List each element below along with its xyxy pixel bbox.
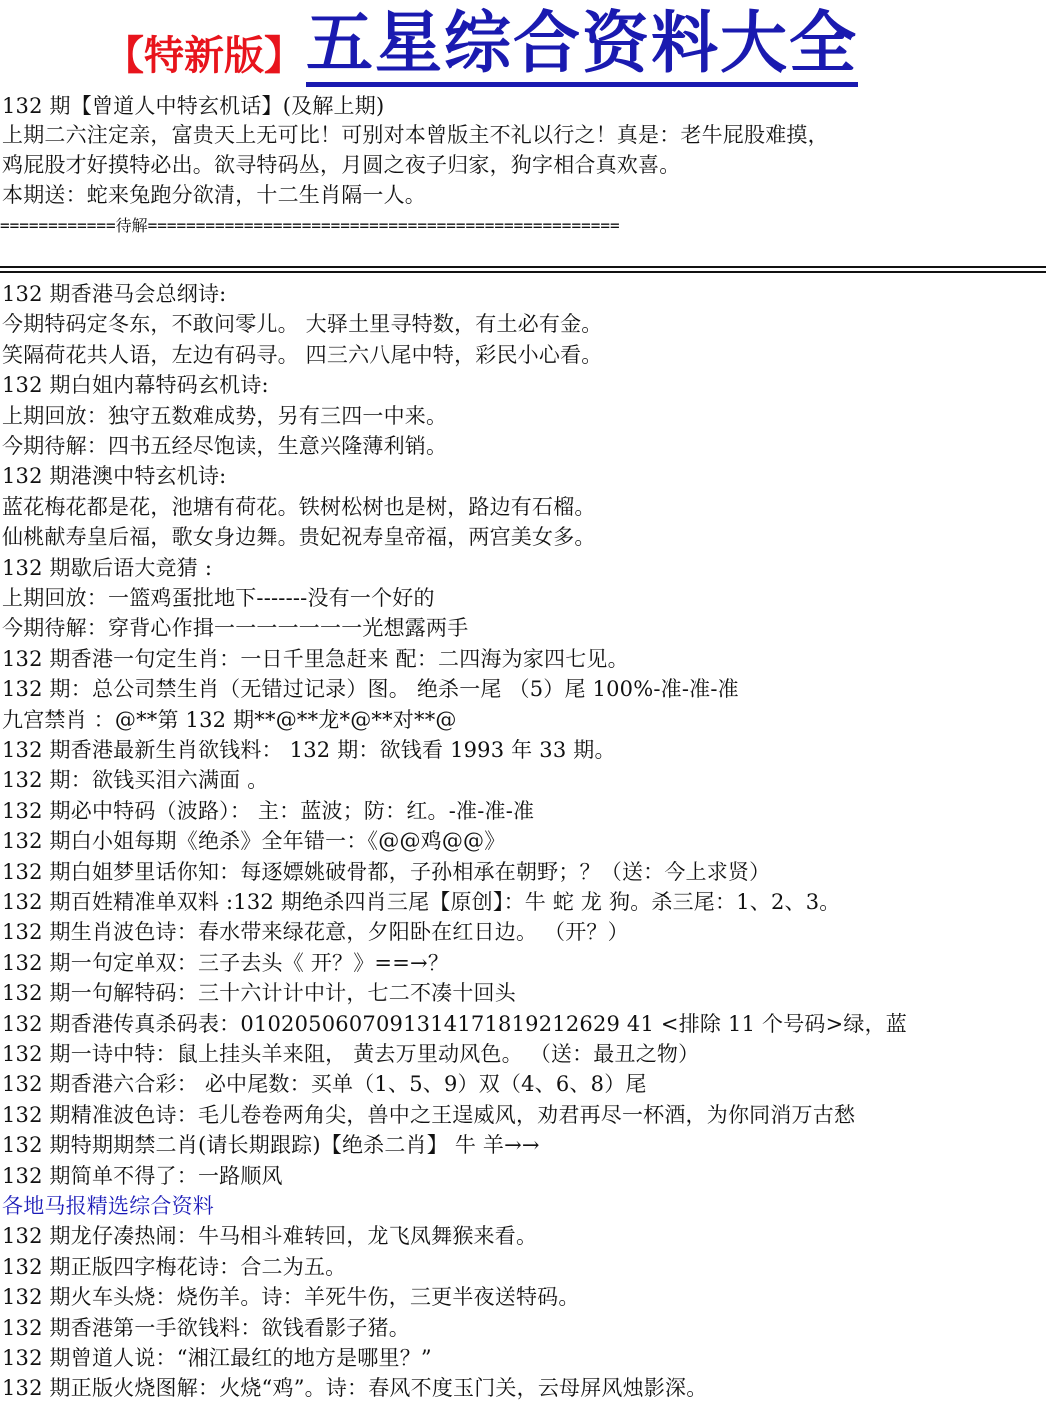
- text-line: 132 期精准波色诗：毛儿卷卷两角尖，兽中之王逞威风，劝君再尽一杯酒，为你同消万古愁: [2, 1102, 856, 1127]
- text-line: 132 期香港马会总纲诗:: [2, 282, 227, 306]
- text-line: 132 期香港第一手欲钱料：欲钱看影子猪。: [2, 1315, 410, 1340]
- text-line: 132 期龙仔凑热闹：牛马相斗难转回，龙飞凤舞猴来看。: [2, 1224, 538, 1249]
- intro-line-2: 鸡屁股才好摸特必出。欲寻特码丛，月圆之夜子归家，狗字相合真欢喜。: [2, 153, 681, 177]
- pending-separator: ============待解=================================================: [0, 216, 620, 235]
- text-line: 九宫禁肖 ：@**第 132 期**@**龙*@**对**@: [2, 707, 457, 732]
- text-line: 132 期：欲钱买泪六满面 。: [2, 768, 269, 793]
- text-line: 132 期一句解特码：三十六计计中计，七二不凑十回头: [2, 981, 516, 1006]
- text-line: 132 期必中特码（波路）： 主：蓝波；防：红。-准-准-准: [2, 798, 535, 823]
- text-line: 132 期白姐梦里话你知：每逐嫖姚破骨都，子孙相承在朝野；？（送：今上求贤）: [2, 859, 771, 884]
- text-line: 132 期港澳中特玄机诗:: [2, 464, 227, 489]
- text-line: 笑隔荷花共人语，左边有码寻。 四三六八尾中特，彩民小心看。: [2, 342, 603, 367]
- text-line: 132 期正版火烧图解：火烧“鸡”。诗：春风不度玉门关，云母屏风烛影深。: [2, 1376, 708, 1401]
- text-line: 蓝花梅花都是花，池塘有荷花。铁树松树也是树，路边有石榴。: [2, 494, 596, 519]
- text-line: 132 期白姐内幕特码玄机诗:: [2, 373, 269, 398]
- text-line: 今期待解：四书五经尽饱读，生意兴隆薄利销。: [2, 434, 448, 458]
- text-line: 132 期一诗中特：鼠上挂头羊来阻， 黄去万里动风色。 （送：最丑之物）: [2, 1042, 700, 1066]
- text-line: 132 期香港六合彩： 必中尾数：买单（1、5、9）双（4、6、8）尾: [2, 1072, 647, 1097]
- text-line: 132 期香港一句定生肖：一日千里急赶来 配：二四海为家四七见。: [2, 646, 629, 671]
- divider-bottom: [0, 271, 1046, 273]
- text-line: 仙桃献寿皇后福，歌女身边舞。贵妃祝寿皇帝福，两宫美女多。: [2, 525, 596, 550]
- text-line: 132 期火车头烧：烧伤羊。诗：羊死牛伤，三更半夜送特码。: [2, 1285, 580, 1310]
- page-title: 五星综合资料大全: [306, 4, 858, 87]
- text-line: 132 期香港传真杀码表：0102050607091314171819212629 41 <排除 11 个号码>绿，蓝: [2, 1011, 907, 1036]
- text-line: 上期回放：一篮鸡蛋批地下-------没有一个好的: [2, 586, 435, 610]
- text-line: 132 期百姓精准单双料 :132 期绝杀四肖三尾【原创】：牛 蛇 龙 狗。杀三尾：1、2、3。: [2, 890, 841, 914]
- text-line: 132 期简单不得了：一路顺风: [2, 1163, 283, 1188]
- header: [0, 0, 1046, 92]
- text-line: 上期回放：独守五数难成势，另有三四一中来。: [2, 403, 448, 428]
- intro-line-1: 上期二六注定亲，富贵天上无可比！可别对本曾版主不礼以行之！真是：老牛屁股难摸，: [2, 123, 829, 147]
- text-line: 今期特码定冬东，不敢问零儿。 大驿土里寻特数，有土必有金。: [2, 312, 603, 337]
- text-line: 132 期香港最新生肖欲钱料： 132 期：欲钱看 1993 年 33 期。: [2, 738, 616, 762]
- text-line: 132 期曾道人说：“湘江最红的地方是哪里？”: [2, 1346, 432, 1370]
- intro-heading: 132 期【曾道人中特玄机话】(及解上期): [2, 94, 385, 118]
- text-line: 132 期生肖波色诗：春水带来绿花意，夕阳卧在红日边。 （开？）: [2, 920, 629, 945]
- intro-line-3: 本期送：蛇来兔跑分欲清，十二生肖隔一人。: [2, 183, 426, 207]
- edition-badge: 【特新版】: [104, 33, 304, 79]
- text-line: 132 期特期期禁二肖(请长期跟踪)【绝杀二肖】 牛 羊→→: [2, 1133, 540, 1158]
- text-line: 今期待解：穿背心作揖一一一一一一一光想露两手: [2, 616, 469, 641]
- text-line: 132 期：总公司禁生肖（无错过记录）图。 绝杀一尾 （5）尾 100%-准-准-准: [2, 677, 739, 702]
- section-heading: 各地马报精选综合资料: [2, 1194, 214, 1218]
- text-line: 132 期歇后语大竞猜 :: [2, 555, 213, 580]
- divider-top: [0, 266, 1046, 268]
- text-line: 132 期正版四字梅花诗：合二为五。: [2, 1254, 347, 1279]
- text-line: 132 期一句定单双：三子去头《 开？》==→？: [2, 950, 450, 975]
- text-line: 132 期白小姐每期《绝杀》全年错一：《@@鸡@@》: [2, 829, 506, 854]
